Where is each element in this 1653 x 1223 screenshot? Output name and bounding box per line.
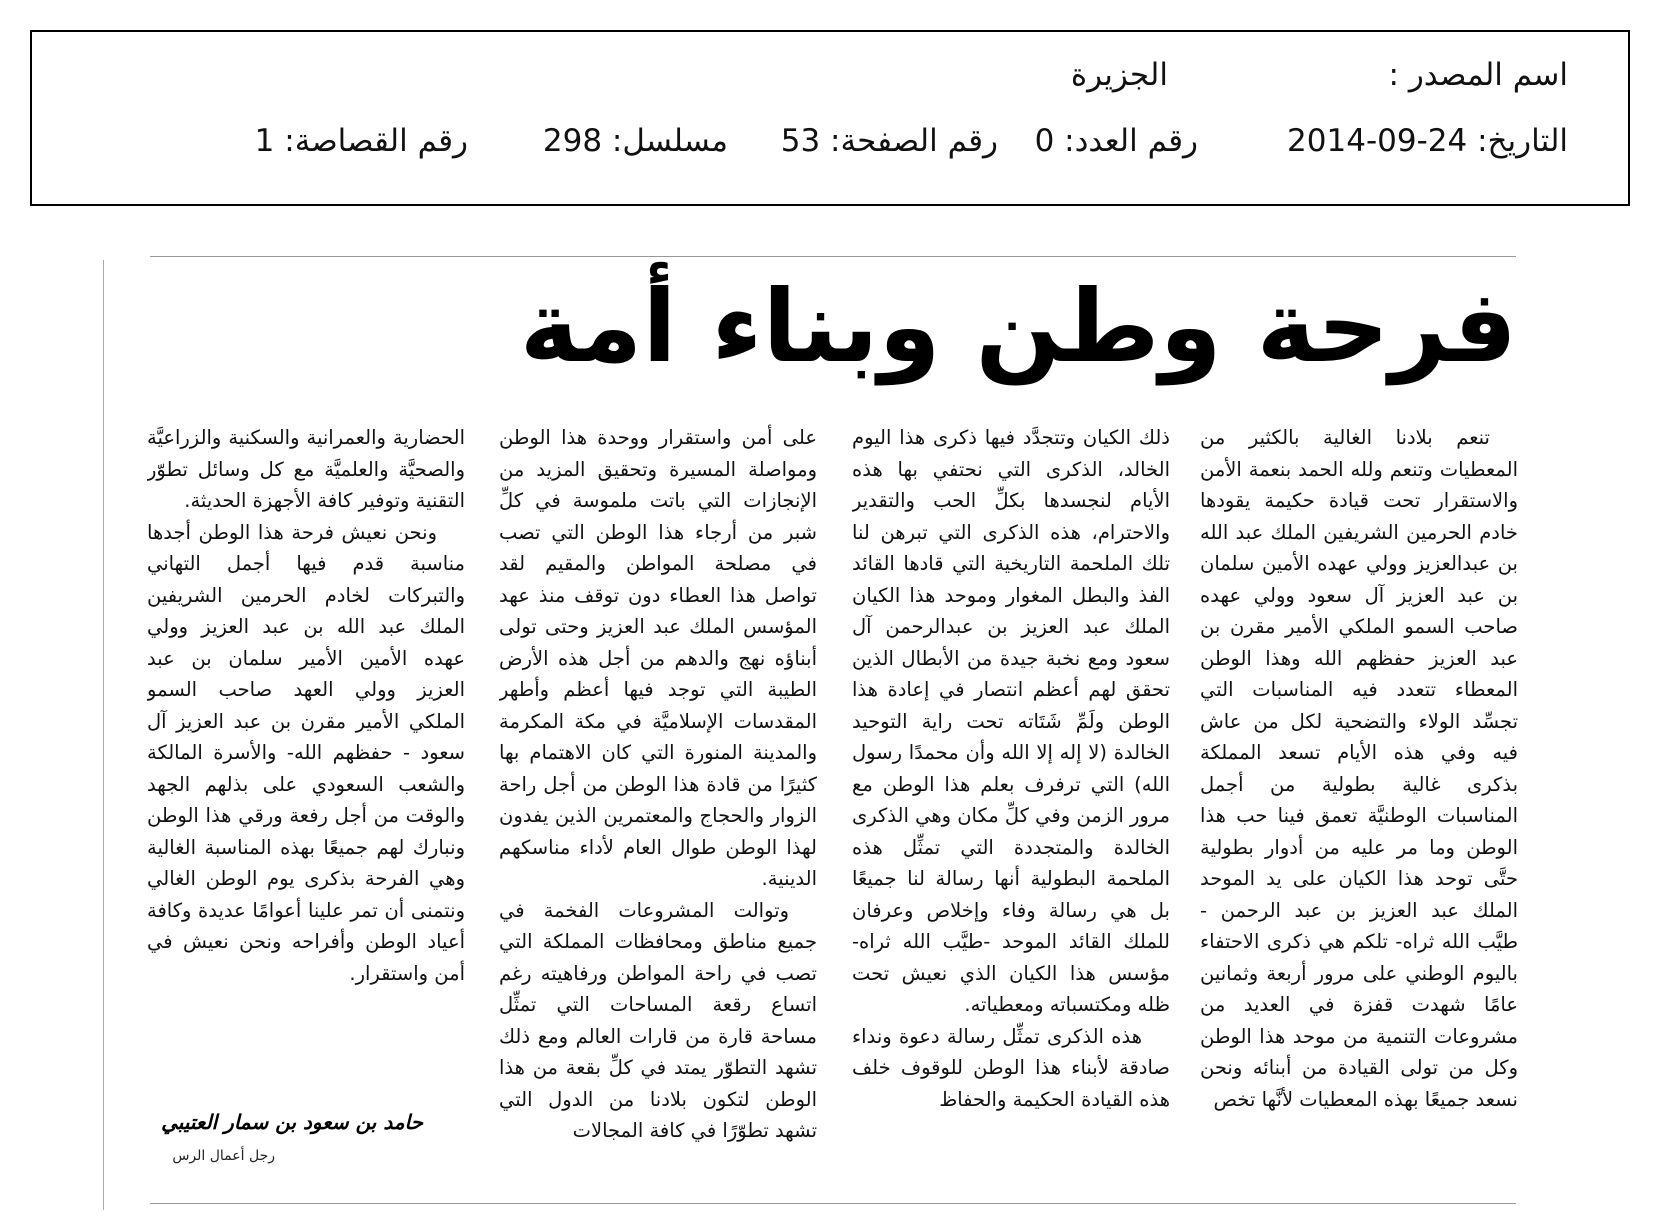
source-label: اسم المصدر : xyxy=(1388,57,1568,93)
metadata-box xyxy=(30,30,1630,206)
paragraph: تنعم بلادنا الغالية بالكثير من المعطيات وتنعم ولله الحمد بنعمة الأمن والاستقرار تحت قيادة حكيمة يقودها خادم الحرمين الشريفين الملك عبد الله بن عبدالعزيز وولي عهده الأمين سلمان بن عبد العزيز آل سعود وولي عهده صاحب السمو الملكي الأمير مقرن بن عبد العزيز حفظهم الله وهذا الوطن المعطاء تتعدد فيه المناسبات التي تجسِّد الولاء والتضحية لكل من عاش فيه وفي هذه الأيام تسعد المملكة بذكرى غالية بطولية من أجمل المناسبات الوطنيَّة تعمق فينا حب هذا الوطن وما مر عليه من أدوار بطولية حتَّى توحد هذا الكيان على يد الموحد الملك عبد العزيز بن عبد الرحمن - طيَّب الله ثراه- تلكم هي ذكرى الاحتفاء باليوم الوطني على مرور أربعة وثمانين عامًا شهدت قفزة في العديد من مشروعات التنمية من موحد هذا الوطن وكل من تولى القيادة من أبنائه ونحن نسعد جميعًا بهذه المعطيات لأنَّها تخص xyxy=(1200,426,1518,1111)
article-column-4 xyxy=(147,422,465,1062)
article-headline: فرحة وطن وبناء أمة xyxy=(519,268,1517,385)
source-value: الجزيرة xyxy=(1070,57,1168,93)
paragraph: وتوالت المشروعات الفخمة في جميع مناطق ومحافظات المملكة التي تصب في راحة المواطن ورفاهيته رغم اتساع رقعة المساحات التي تمثِّل مساحة قارة من قارات العالم ومع ذلك تشهد التطوّر يمتد في كلِّ بقعة من هذا الوطن لتكون بلادنا من الدول التي تشهد تطوّرًا في كافة المجالات xyxy=(499,898,817,1142)
paragraph: هذه الذكرى تمثِّل رسالة دعوة ونداء صادقة لأبناء هذا الوطن للوقوف خلف هذه القيادة الحكيمة والحفاظ xyxy=(852,1024,1170,1111)
bottom-rule xyxy=(150,1203,1516,1204)
serial-number: مسلسل: 298 xyxy=(542,123,728,159)
issue-number: رقم العدد: 0 xyxy=(1034,123,1198,159)
left-rule xyxy=(103,260,104,1210)
author-name: حامد بن سعود بن سمار العتيبي xyxy=(161,1110,423,1134)
paragraph: الحضارية والعمرانية والسكنية والزراعيَّة والصحيَّة والعلميَّة مع كل وسائل تطوّر التقنية وتوفير كافة الأجهزة الحديثة. xyxy=(147,426,465,512)
article-column-3 xyxy=(499,422,817,1177)
author-title: رجل أعمال الرس xyxy=(172,1148,275,1164)
article-column-2 xyxy=(852,422,1170,1177)
date-field: التاريخ: 24-09-2014 xyxy=(1287,123,1568,159)
paragraph: على أمن واستقرار ووحدة هذا الوطن ومواصلة المسيرة وتحقيق المزيد من الإنجازات التي باتت ملموسة في كلِّ شبر من أرجاء هذا الوطن التي تصب في مصلحة المواطن والمقيم لقد تواصل هذا العطاء دون توقف منذ عهد المؤسس الملك عبد العزيز وحتى تولى أبناؤه نهج والدهم من أجل هذه الأرض الطيبة التي توجد فيها أعظم وأطهر المقدسات الإسلاميَّة في مكة المكرمة والمدينة المنورة التي كان الاهتمام بها كثيرًا من قادة هذا الوطن من أجل راحة الزوار والحجاج والمعتمرين الذين يفدون لهذا الوطن طوال العام لأداء مناسكهم الدينية. xyxy=(499,426,817,890)
page-number: رقم الصفحة: 53 xyxy=(780,123,998,159)
paragraph: ونحن نعيش فرحة هذا الوطن أجدها مناسبة قدم فيها أجمل التهاني والتبركات لخادم الحرمين الشريفين الملك عبد الله بن عبد العزيز وولي عهده الأمين الأمير سلمان بن عبد العزيز وولي العهد صاحب السمو الملكي الأمير مقرن بن عبد العزيز آل سعود - حفظهم الله- والأسرة المالكة والشعب السعودي على بذلهم الجهد والوقت من أجل رفعة ورقي هذا الوطن ونبارك لهم جميعًا بهذه المناسبة الغالية وهي الفرحة بذكرى يوم الوطن الغالي ونتمنى أن تمر علينا أعوامًا عديدة وكافة أعياد الوطن وأفراحه ونحن نعيش في أمن واستقرار. xyxy=(147,520,465,985)
paragraph: ذلك الكيان وتتجدَّد فيها ذكرى هذا اليوم الخالد، الذكرى التي نحتفي بها هذه الأيام لنجسدها بكلِّ الحب والتقدير والاحترام، هذه الذكرى التي تبرهن لنا تلك الملحمة التاريخية التي قادها القائد الفذ والبطل المغوار وموحد هذا الكيان الملك عبد العزيز بن عبدالرحمن آل سعود ومع نخبة جيدة من الأبطال الذين تحقق لهم أعظم انتصار في إعادة هذا الوطن ولَمِّ شَتَاته تحت راية التوحيد الخالدة (لا إله إلا الله وأن محمدًا رسول الله) التي ترفرف بعلم هذا الوطن مع مرور الزمن وفي كلِّ مكان وهي الذكرى الخالدة والمتجددة التي تمثِّل هذه الملحمة البطولية أنها رسالة لنا جميعًا بل هي رسالة وفاء وإخلاص وعرفان للملك القائد الموحد -طيَّب الله ثراه- مؤسس هذا الكيان الذي نعيش تحت ظله ومكتسباته ومعطياته. xyxy=(852,426,1170,1016)
article-column-1 xyxy=(1200,422,1518,1177)
clip-number: رقم القصاصة: 1 xyxy=(254,123,468,159)
top-rule xyxy=(150,256,1516,257)
